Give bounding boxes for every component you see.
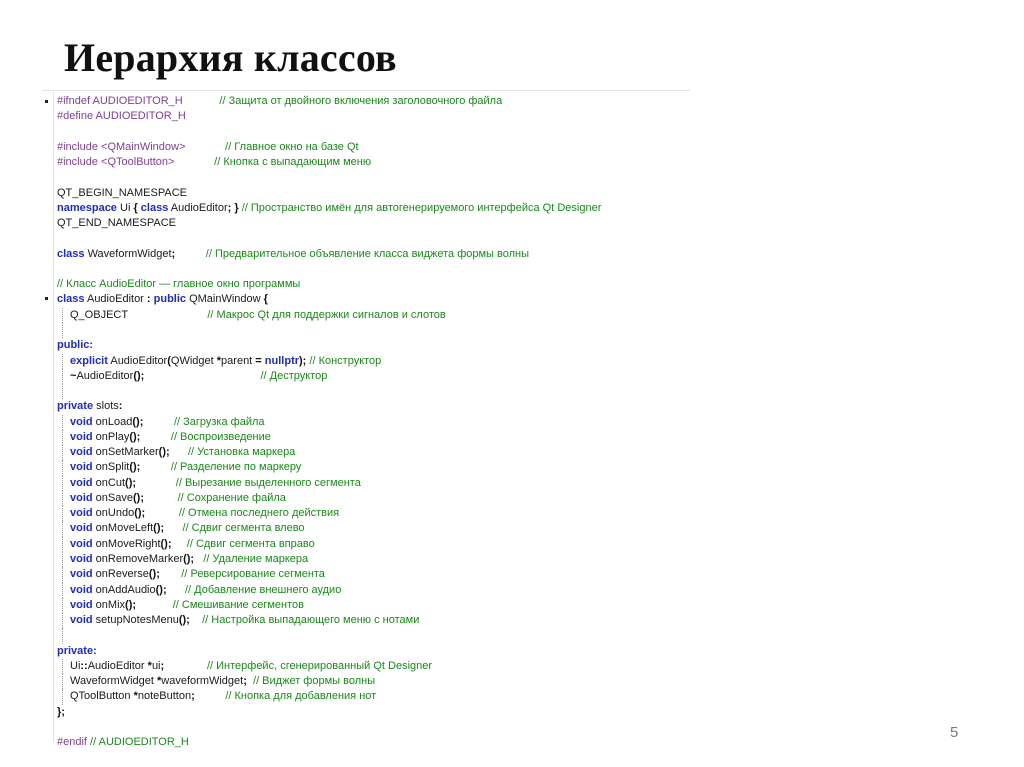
- keyword-token: class: [140, 201, 169, 214]
- indent-guide: [62, 369, 63, 384]
- indent-guide: [62, 354, 63, 369]
- comment-token: // Сдвиг сегмента вправо: [186, 537, 315, 550]
- punctuation-token: (: [167, 354, 171, 367]
- code-line: [57, 460, 690, 475]
- code-text-token: onMix: [92, 598, 126, 611]
- comment-token: // Загрузка файла: [173, 415, 265, 428]
- code-text-token: QToolButton: [70, 690, 134, 703]
- punctuation-token: ();: [160, 537, 172, 550]
- punctuation-token: *: [157, 675, 162, 688]
- code-text-token: [167, 584, 185, 596]
- code-listing: [57, 94, 690, 750]
- indent-guide: [62, 460, 63, 475]
- code-text-token: [175, 248, 206, 260]
- code-line: [57, 140, 690, 155]
- comment-token: // Разделение по маркеру: [170, 461, 302, 474]
- code-line: [57, 567, 690, 582]
- code-line: [57, 476, 690, 491]
- fold-marker: [45, 100, 48, 103]
- code-text-token: [164, 522, 182, 534]
- indent-guide: [62, 506, 63, 521]
- comment-token: // Виджет формы волны: [253, 675, 376, 688]
- keyword-token: class: [57, 247, 85, 260]
- code-line: [57, 674, 690, 689]
- punctuation-token: =: [255, 354, 262, 367]
- comment-token: // Смешивание сегментов: [172, 598, 304, 611]
- punctuation-token: {: [133, 201, 138, 214]
- keyword-token: void: [70, 537, 93, 550]
- code-line: [57, 231, 690, 246]
- code-text-token: [170, 446, 188, 458]
- code-line: [57, 369, 690, 384]
- comment-token: // Кнопка с выпадающим меню: [214, 156, 372, 169]
- keyword-token: void: [70, 614, 93, 627]
- keyword-token: class: [57, 293, 85, 306]
- comment-token: // Удаление маркера: [203, 552, 309, 565]
- comment-token: // Деструктор: [260, 369, 328, 382]
- code-text-token: onMoveRight: [92, 537, 161, 550]
- preprocessor-token: #include <QMainWindow>: [57, 140, 186, 153]
- punctuation-token: ::: [80, 659, 88, 672]
- code-text-token: [136, 477, 176, 489]
- code-line: [57, 155, 690, 170]
- comment-token: // Главное окно на базе Qt: [225, 140, 359, 153]
- code-line: [57, 689, 690, 704]
- code-line: [57, 277, 690, 292]
- code-text-token: [144, 492, 178, 504]
- indent-guide: [62, 689, 63, 704]
- code-text-token: onPlay: [92, 430, 130, 443]
- page-number: 5: [950, 724, 959, 741]
- comment-token: // Пространство имён для автогенерируемого интерфейса Qt Designer: [241, 201, 602, 214]
- punctuation-token: ();: [125, 476, 137, 489]
- keyword-token: private: [57, 400, 94, 413]
- code-text-token: [145, 507, 179, 519]
- preprocessor-token: #include <QToolButton>: [57, 156, 175, 169]
- keyword-token: void: [70, 491, 93, 504]
- code-line: [57, 308, 690, 323]
- comment-token: // Добавление внешнего аудио: [184, 583, 342, 596]
- code-line: [57, 659, 690, 674]
- keyword-token: void: [70, 446, 93, 459]
- code-line: [57, 598, 690, 613]
- code-text-token: Q_OBJECT: [70, 308, 128, 321]
- punctuation-token: ();: [125, 598, 137, 611]
- punctuation-token: *: [133, 690, 138, 703]
- comment-token: // Класс AudioEditor — главное окно программы: [57, 278, 301, 291]
- comment-token: // Защита от двойного включения заголовочного файла: [219, 95, 503, 107]
- code-line: [57, 247, 690, 262]
- code-text-token: onLoad: [92, 415, 133, 428]
- keyword-token: explicit: [70, 354, 108, 367]
- indent-guide: [62, 537, 63, 552]
- indent-guide: [62, 613, 63, 628]
- code-text-token: [183, 95, 220, 107]
- code-line: [57, 506, 690, 521]
- indent-guide: [62, 476, 63, 491]
- punctuation-token: ();: [132, 415, 144, 428]
- keyword-token: void: [70, 583, 93, 596]
- code-text-token: WaveformWidget: [84, 247, 172, 260]
- code-text-token: [172, 538, 187, 550]
- punctuation-token: ();: [129, 461, 141, 474]
- code-line: [57, 399, 690, 414]
- keyword-token: void: [70, 507, 93, 520]
- code-line: [57, 109, 690, 124]
- keyword-token: private:: [57, 644, 97, 657]
- indent-guide: [62, 445, 63, 460]
- comment-token: // Конструктор: [309, 354, 382, 367]
- code-text-token: [140, 461, 171, 473]
- punctuation-token: :: [118, 400, 123, 413]
- code-text-token: waveformWidget: [161, 675, 244, 688]
- punctuation-token: );: [299, 354, 307, 367]
- indent-guide: [62, 415, 63, 430]
- indent-guide: [62, 567, 63, 582]
- code-text-token: [190, 614, 202, 626]
- keyword-token: public:: [57, 339, 94, 352]
- code-text-token: QWidget: [170, 354, 217, 367]
- punctuation-token: {: [263, 293, 268, 306]
- code-line: [57, 552, 690, 567]
- keyword-token: nullptr: [264, 354, 300, 367]
- comment-token: // Настройка выпадающего меню с нотами: [202, 614, 420, 627]
- code-line: [57, 415, 690, 430]
- code-text-token: [144, 370, 260, 382]
- indent-guide: [62, 674, 63, 689]
- code-text-token: onMoveLeft: [92, 522, 154, 535]
- code-text-token: [136, 599, 173, 611]
- code-panel-top-rule: [42, 90, 690, 91]
- code-line: [57, 354, 690, 369]
- comment-token: // Кнопка для добавления нот: [225, 690, 377, 703]
- comment-token: // Предварительное объявление класса виджета формы волны: [205, 247, 530, 260]
- code-text-token: onSetMarker: [92, 446, 159, 459]
- code-text-token: AudioEditor: [168, 201, 228, 214]
- code-gutter-line: [53, 92, 54, 742]
- punctuation-token: ();: [178, 614, 190, 627]
- code-text-token: noteButton: [137, 690, 192, 703]
- keyword-token: void: [70, 415, 93, 428]
- code-text-token: QT_BEGIN_NAMESPACE: [57, 186, 187, 199]
- comment-token: // AUDIOEDITOR_H: [90, 736, 189, 749]
- punctuation-token: ();: [133, 369, 145, 382]
- punctuation-token: *: [147, 659, 152, 672]
- comment-token: // Сохранение файла: [177, 491, 286, 504]
- code-text-token: AudioEditor: [76, 369, 134, 382]
- code-line: [57, 583, 690, 598]
- punctuation-token: ;: [243, 675, 247, 688]
- indent-guide: [62, 583, 63, 598]
- code-line: [57, 445, 690, 460]
- indent-guide: [62, 384, 63, 399]
- code-line: [57, 338, 690, 353]
- comment-token: // Установка маркера: [188, 446, 296, 459]
- indent-guide: [62, 430, 63, 445]
- code-text-token: onSplit: [92, 461, 130, 474]
- code-text-token: AudioEditor: [107, 354, 168, 367]
- comment-token: // Воспроизведение: [170, 430, 271, 443]
- keyword-token: void: [70, 430, 93, 443]
- keyword-token: void: [70, 461, 93, 474]
- comment-token: // Сдвиг сегмента влево: [182, 522, 305, 535]
- code-line: [57, 384, 690, 399]
- code-line: [57, 735, 690, 750]
- punctuation-token: ;: [160, 659, 165, 672]
- code-line: [57, 537, 690, 552]
- punctuation-token: };: [57, 705, 65, 718]
- code-line: [57, 262, 690, 277]
- code-line: [57, 628, 690, 643]
- code-text-token: [194, 553, 203, 565]
- keyword-token: void: [70, 522, 93, 535]
- comment-token: // Вырезание выделенного сегмента: [175, 476, 361, 489]
- punctuation-token: ();: [153, 522, 165, 535]
- punctuation-token: ;: [191, 690, 195, 703]
- punctuation-token: ();: [158, 446, 170, 459]
- code-text-token: [195, 690, 226, 702]
- punctuation-token: ;: [171, 247, 176, 260]
- code-line: [57, 125, 690, 140]
- keyword-token: void: [70, 568, 93, 581]
- code-text-token: onUndo: [92, 507, 135, 520]
- comment-token: // Макрос Qt для поддержки сигналов и слотов: [207, 308, 446, 321]
- code-text-token: WaveformWidget: [70, 675, 158, 688]
- indent-guide: [62, 659, 63, 674]
- comment-token: // Отмена последнего действия: [178, 507, 340, 520]
- code-line: [57, 186, 690, 201]
- code-line: [57, 201, 690, 216]
- indent-guide: [62, 628, 63, 643]
- punctuation-token: ();: [155, 583, 167, 596]
- code-line: [57, 644, 690, 659]
- punctuation-token: *: [216, 354, 222, 367]
- keyword-token: namespace: [57, 201, 117, 214]
- code-text-token: [164, 660, 207, 672]
- punctuation-token: :: [146, 293, 151, 306]
- keyword-token: void: [70, 552, 93, 565]
- code-line: [57, 216, 690, 231]
- keyword-token: public: [153, 293, 187, 306]
- preprocessor-token: #define AUDIOEDITOR_H: [57, 110, 186, 123]
- indent-guide: [62, 598, 63, 613]
- indent-guide: [62, 323, 63, 338]
- code-text-token: [143, 416, 174, 428]
- code-text-token: QT_END_NAMESPACE: [57, 217, 176, 230]
- code-line: [57, 705, 690, 720]
- code-line: [57, 491, 690, 506]
- indent-guide: [62, 552, 63, 567]
- preprocessor-token: #endif: [57, 736, 87, 749]
- indent-guide: [62, 521, 63, 536]
- code-line: [57, 720, 690, 735]
- code-text-token: [185, 141, 225, 153]
- preprocessor-token: #ifndef AUDIOEDITOR_H: [57, 95, 183, 107]
- indent-guide: [62, 491, 63, 506]
- code-text-token: onRemoveMarker: [92, 552, 184, 565]
- comment-token: // Интерфейс, сгенерированный Qt Designer: [206, 659, 433, 672]
- code-line: [57, 613, 690, 628]
- indent-guide: [62, 308, 63, 323]
- code-text-token: Ui: [116, 201, 134, 214]
- code-text-token: slots: [93, 400, 119, 413]
- code-text-token: ui: [151, 659, 161, 672]
- code-line: [57, 94, 690, 109]
- code-text-token: AudioEditor: [84, 293, 147, 306]
- code-panel: [40, 90, 690, 754]
- code-text-token: parent: [221, 354, 256, 367]
- code-line: [57, 430, 690, 445]
- code-line: [57, 323, 690, 338]
- keyword-token: void: [70, 598, 93, 611]
- punctuation-token: ();: [133, 491, 144, 504]
- code-text-token: onSave: [92, 491, 133, 504]
- code-text-token: AudioEditor: [87, 659, 148, 672]
- comment-token: // Реверсирование сегмента: [181, 568, 325, 581]
- code-text-token: [128, 309, 207, 321]
- code-text-token: [160, 568, 181, 580]
- punctuation-token: ; }: [227, 201, 239, 214]
- punctuation-token: ();: [148, 568, 160, 581]
- punctuation-token: ();: [129, 430, 141, 443]
- punctuation-token: ();: [183, 552, 195, 565]
- code-text-token: setupNotesMenu: [92, 614, 179, 627]
- code-text-token: onCut: [92, 476, 126, 489]
- slide-title: Иерархия классов: [64, 35, 397, 80]
- code-text-token: onReverse: [92, 568, 149, 581]
- code-line: [57, 521, 690, 536]
- code-line: [57, 292, 690, 307]
- fold-marker: [45, 297, 48, 300]
- code-text-token: Ui: [70, 659, 81, 672]
- punctuation-token: ();: [134, 507, 146, 520]
- code-line: [57, 170, 690, 185]
- code-text-token: onAddAudio: [92, 583, 156, 596]
- keyword-token: void: [70, 476, 93, 489]
- code-text-token: [140, 431, 171, 443]
- code-text-token: QMainWindow: [186, 293, 264, 306]
- punctuation-token: ~: [70, 369, 77, 382]
- code-text-token: [174, 156, 214, 168]
